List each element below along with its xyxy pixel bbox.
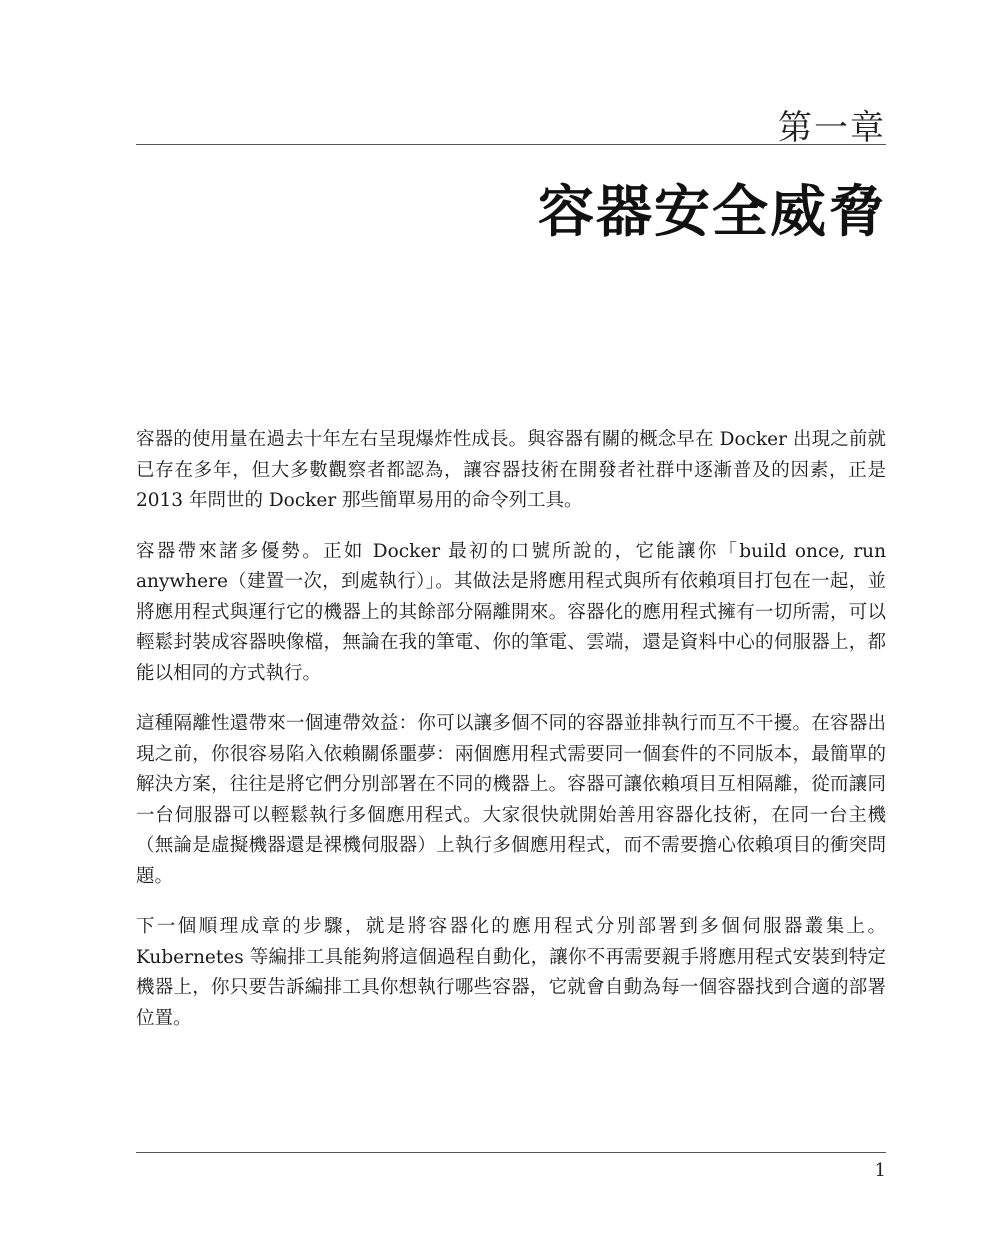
footer-divider <box>136 1152 886 1153</box>
paragraph-3: 這種隔離性還帶來一個連帶效益：你可以讓多個不同的容器並排執行而互不干擾。在容器出現之前，你很容易陷入依賴關係噩夢：兩個應用程式需要同一個套件的不同版本，最簡單的解決方案，往往是將它們分別部署在不同的機器上。容器可讓依賴項目互相隔離，從而讓同一台伺服器可以輕鬆執行多個應用程式。大家很快就開始善用容器化技術，在同一台主機（無論是虛擬機器還是裸機伺服器）上執行多個應用程式，而不需要擔心依賴項目的衝突問題。 <box>136 713 886 887</box>
paragraph-2: 容器帶來諸多優勢。正如 Docker 最初的口號所說的，它能讓你「build once, run anywhere（建置一次，到處執行）」。其做法是將應用程式與所有依賴項目打包在一起，並將應用程式與運行它的機器上的其餘部分隔離開來。容器化的應用程式擁有一切所需，可以輕鬆封裝成容器映像檔，無論在我的筆電、你的筆電、雲端，還是資料中心的伺服器上，都能以相同的方式執行。 <box>136 540 886 684</box>
page-number: 1 <box>874 1160 886 1181</box>
chapter-title: 容器安全威脅 <box>538 180 886 245</box>
body-text <box>136 425 886 1054</box>
paragraph-4: 下一個順理成章的步驟，就是將容器化的應用程式分別部署到多個伺服器叢集上。Kubernetes 等編排工具能夠將這個過程自動化，讓你不再需要親手將應用程式安裝到特定機器上，你只要告訴編排工具你想執行哪些容器，它就會自動為每一個容器找到合適的部署位置。 <box>136 916 886 1029</box>
paragraph-1: 容器的使用量在過去十年左右呈現爆炸性成長。與容器有關的概念早在 Docker 出現之前就已存在多年，但大多數觀察者都認為，讓容器技術在開發者社群中逐漸普及的因素，正是 2013 年問世的 Docker 那些簡單易用的命令列工具。 <box>136 429 886 511</box>
header-divider <box>136 144 886 145</box>
chapter-label: 第一章 <box>778 108 886 148</box>
